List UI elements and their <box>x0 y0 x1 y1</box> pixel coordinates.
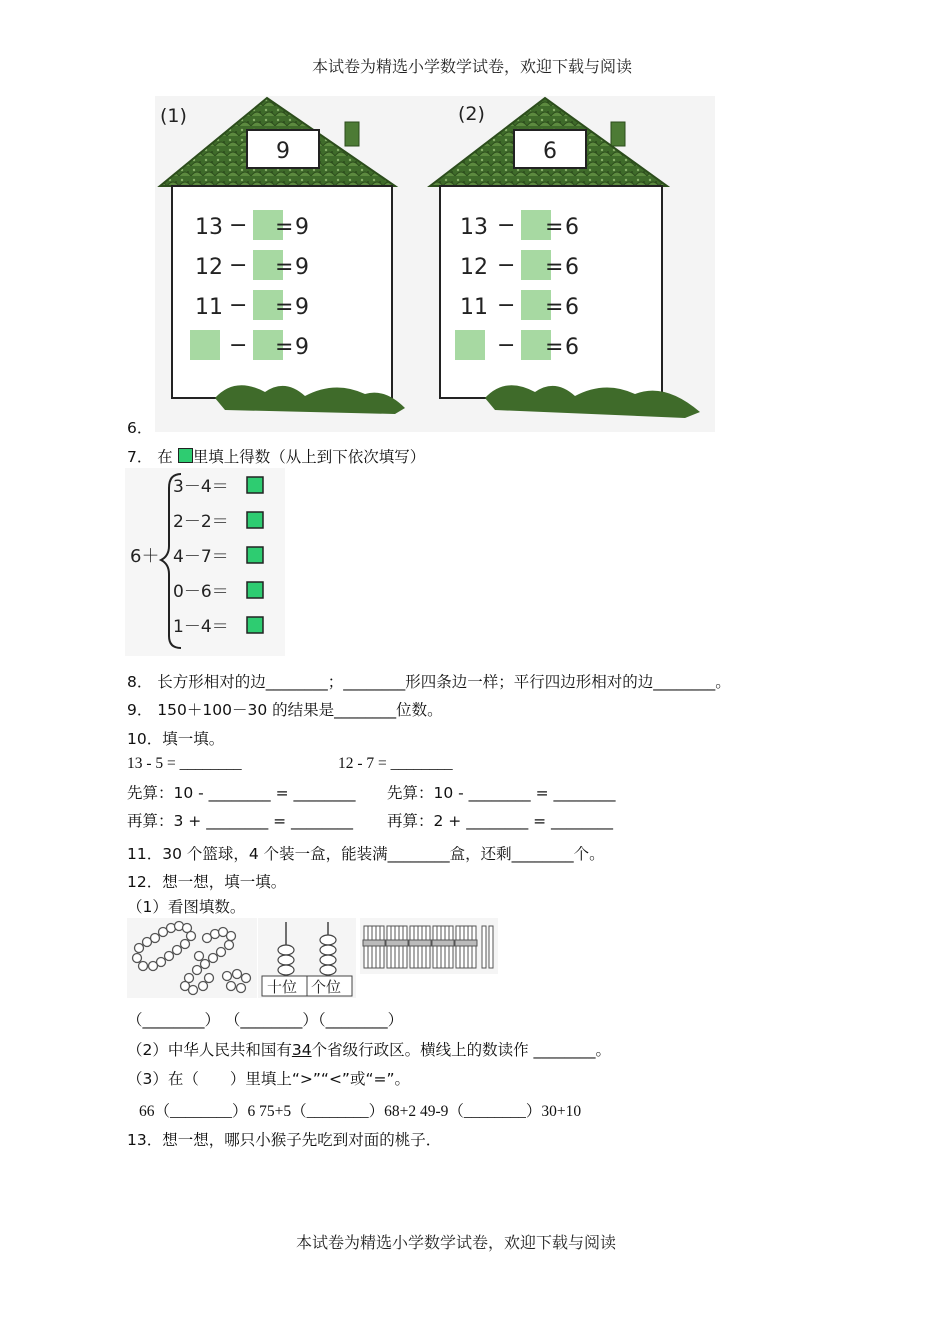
q10-a2: 12 - 7 = ________ <box>338 755 453 772</box>
abacus-picture <box>258 918 356 998</box>
answer-box[interactable] <box>455 330 485 360</box>
question-7 <box>127 445 425 467</box>
q12-part2-prefix: （2）中华人民共和国有 <box>127 1041 292 1059</box>
bundle-band <box>386 940 408 946</box>
ones-place-label: 个位 <box>311 978 342 996</box>
beads-picture <box>127 918 257 998</box>
stick <box>460 926 464 968</box>
minuend: 12 <box>195 255 223 280</box>
stick <box>414 926 418 968</box>
stick <box>426 926 430 968</box>
tens-place-label: 十位 <box>267 978 298 996</box>
minuend: 13 <box>460 215 488 240</box>
stick <box>399 926 403 968</box>
q7-figure <box>125 468 285 656</box>
single-stick <box>489 926 493 968</box>
question-11: 11．30 个篮球，4 个装一盒，能装满________盒，还剩________个。 <box>127 845 605 863</box>
sticks-picture <box>360 918 498 974</box>
equals-result: 6 <box>565 255 579 280</box>
question-8: 8． 长方形相对的边________；________形四条边一样；平行四边形相对的边________。 <box>127 673 731 691</box>
equals-sign: = <box>275 215 294 240</box>
stick <box>456 926 460 968</box>
q7-outer-label: 6＋ <box>130 546 160 567</box>
q12-part3: （3）在（ ）里填上“>”“<”或“=”。 <box>127 1070 411 1088</box>
stick <box>437 926 441 968</box>
stick <box>364 926 368 968</box>
equals-sign: = <box>545 335 564 360</box>
page-header: 本试卷为精选小学数学试卷，欢迎下载与阅读 <box>312 57 633 76</box>
q12-part1: （1）看图填数。 <box>127 898 246 916</box>
q12-part2 <box>127 1038 611 1060</box>
q12-part2-suffix: 个省级行政区。横线上的数读作 ________。 <box>311 1041 612 1059</box>
equals-sign: = <box>275 255 294 280</box>
houses-figure <box>155 96 715 432</box>
equals-sign: = <box>275 335 294 360</box>
minus-sign: − <box>229 333 248 358</box>
equals-result: 9 <box>295 215 309 240</box>
stick <box>441 926 445 968</box>
answer-box[interactable] <box>247 617 263 633</box>
equals-result: 6 <box>565 335 579 360</box>
bundle-band <box>363 940 385 946</box>
stick <box>368 926 372 968</box>
question-13: 13．想一想，哪只小猴子先吃到对面的桃子． <box>127 1131 442 1149</box>
stick <box>395 926 399 968</box>
stick <box>418 926 422 968</box>
equals-result: 9 <box>295 255 309 280</box>
minus-sign: − <box>497 333 516 358</box>
equals-result: 9 <box>295 335 309 360</box>
minus-sign: − <box>229 293 248 318</box>
q7-prefix: 7． 在 <box>127 448 173 466</box>
house-label: (2) <box>458 103 485 125</box>
single-stick <box>482 926 486 968</box>
answer-box[interactable] <box>247 477 263 493</box>
question-9: 9． 150＋100－30 的结果是________位数。 <box>127 701 443 719</box>
question-6: 6． <box>127 419 153 437</box>
q7-expression: 0－6＝ <box>173 582 229 602</box>
q7-expression: 2－2＝ <box>173 512 229 532</box>
minus-sign: − <box>229 213 248 238</box>
equals-sign: = <box>275 295 294 320</box>
q7-suffix: 里填上得数（从上到下依次填写） <box>192 448 426 466</box>
q7-expression: 1－4＝ <box>173 617 229 637</box>
minus-sign: − <box>497 213 516 238</box>
answer-box[interactable] <box>247 547 263 563</box>
stick <box>464 926 468 968</box>
house-roof-number: 9 <box>276 139 290 164</box>
stick <box>391 926 395 968</box>
equals-sign: = <box>545 255 564 280</box>
minus-sign: − <box>229 253 248 278</box>
equals-result: 9 <box>295 295 309 320</box>
bundle-band <box>432 940 454 946</box>
question-12-title: 12．想一想，填一填。 <box>127 873 287 891</box>
stick <box>468 926 472 968</box>
answer-box[interactable] <box>190 330 220 360</box>
answer-box-icon <box>178 448 193 463</box>
house-roof-number: 6 <box>543 139 557 164</box>
stick <box>372 926 376 968</box>
stick <box>445 926 449 968</box>
q10-b2: 先算：10 - ________ = ________ <box>387 784 616 802</box>
q12-part2-number: 34 <box>291 1041 312 1059</box>
q12-answers: （________） （________）（________） <box>127 1011 404 1029</box>
stick <box>433 926 437 968</box>
minus-sign: − <box>497 293 516 318</box>
q10-c1: 再算：3 + ________ = ________ <box>127 812 354 830</box>
equals-result: 6 <box>565 295 579 320</box>
equals-result: 6 <box>565 215 579 240</box>
answer-box[interactable] <box>247 582 263 598</box>
answer-box[interactable] <box>247 512 263 528</box>
q7-expression: 3－4＝ <box>173 477 229 497</box>
stick <box>422 926 426 968</box>
minuend: 11 <box>460 295 488 320</box>
equals-sign: = <box>545 295 564 320</box>
equals-sign: = <box>545 215 564 240</box>
bundle-band <box>409 940 431 946</box>
stick <box>380 926 384 968</box>
q10-b1: 先算：10 - ________ = ________ <box>127 784 356 802</box>
stick <box>449 926 453 968</box>
stick <box>472 926 476 968</box>
question-10-title: 10．填一填。 <box>127 730 225 748</box>
minuend: 13 <box>195 215 223 240</box>
stick <box>403 926 407 968</box>
house-label: (1) <box>160 105 187 127</box>
q10-c2: 再算：2 + ________ = ________ <box>387 812 614 830</box>
stick <box>376 926 380 968</box>
q7-expression: 4－7＝ <box>173 547 229 567</box>
minuend: 12 <box>460 255 488 280</box>
page-footer: 本试卷为精选小学数学试卷，欢迎下载与阅读 <box>296 1233 617 1252</box>
bundle-band <box>455 940 477 946</box>
stick <box>410 926 414 968</box>
minuend: 11 <box>195 295 223 320</box>
q10-a1: 13 - 5 = ________ <box>127 755 242 772</box>
minus-sign: − <box>497 253 516 278</box>
stick <box>387 926 391 968</box>
q12-compare: 66（________）6 75+5（________）68+2 49-9（________）30+10 <box>139 1103 582 1120</box>
